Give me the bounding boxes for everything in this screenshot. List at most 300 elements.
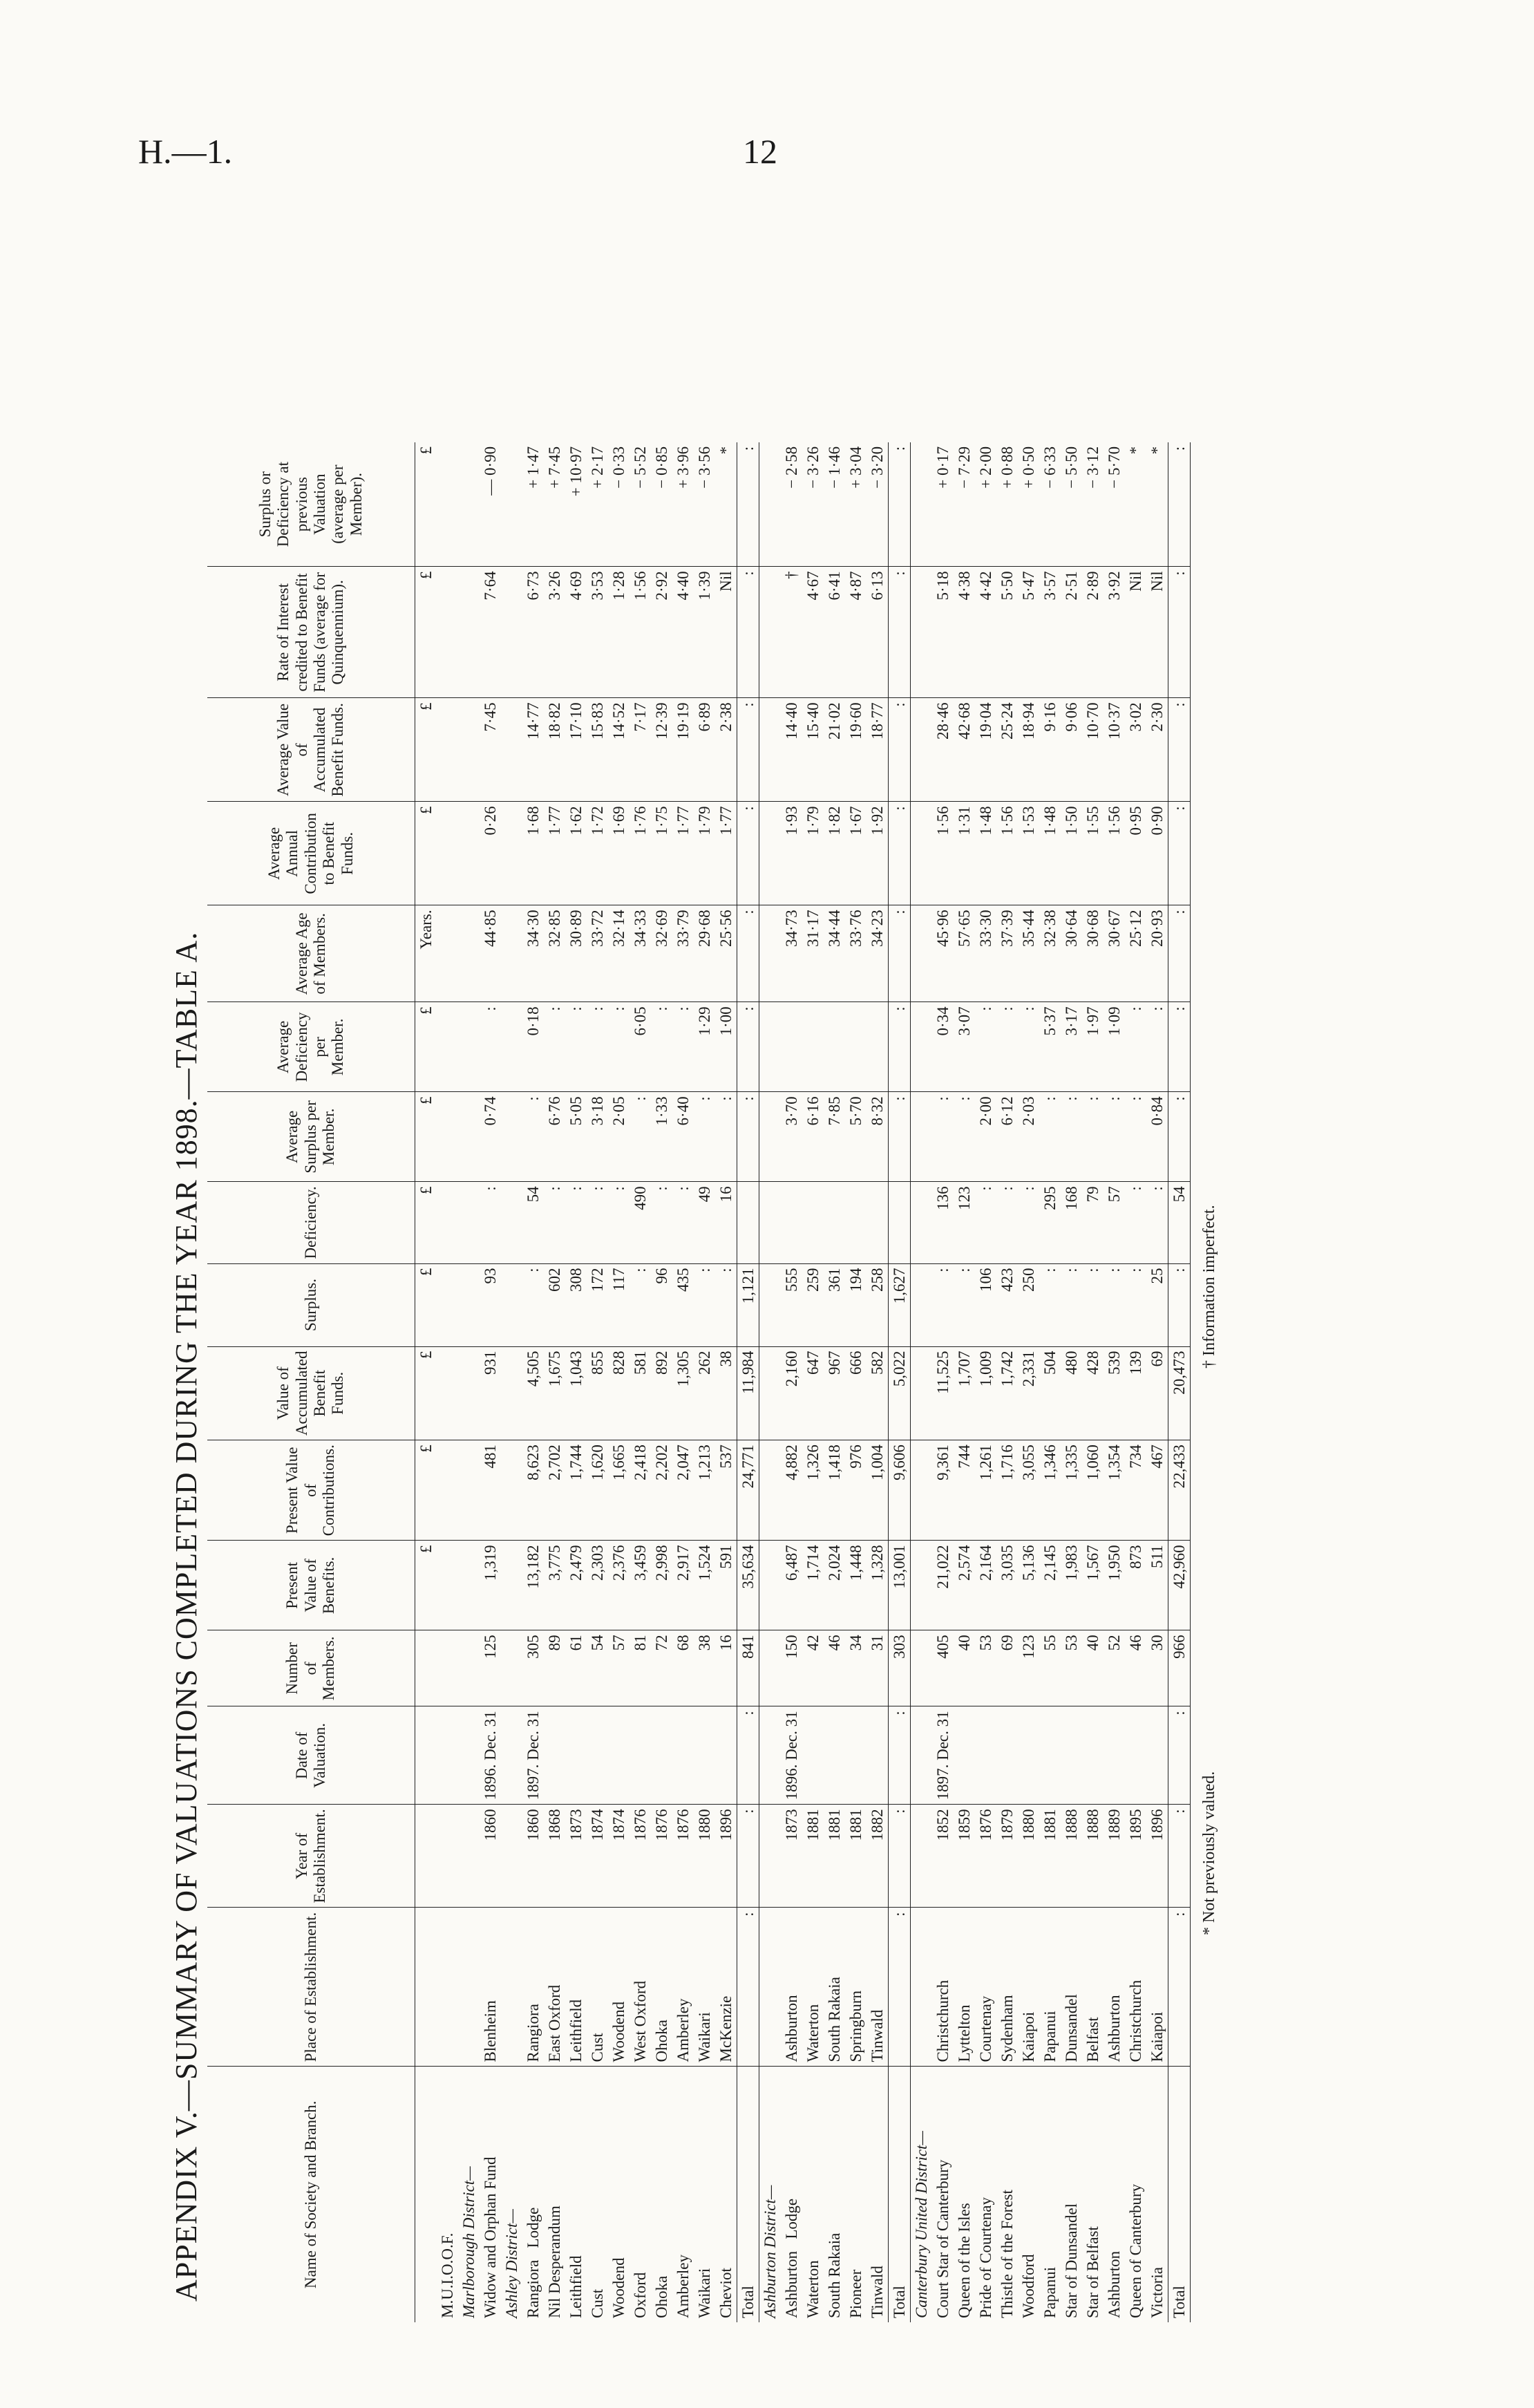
- column-header: Year of Establishment.: [207, 1805, 415, 1908]
- unit-label: £: [415, 1541, 437, 1630]
- table-cell: 2·89: [1082, 567, 1104, 698]
- table-cell: Ashburton: [1104, 2067, 1125, 2322]
- section-heading-row: [458, 442, 480, 2322]
- total-cell: :: [1168, 1092, 1191, 1182]
- empty-cell: [458, 1805, 480, 1908]
- table-cell: Amberley: [672, 1908, 694, 2067]
- total-cell: 303: [889, 1630, 911, 1706]
- empty-cell: [437, 1706, 458, 1805]
- table-cell: 1876: [975, 1805, 996, 1908]
- table-row: [1018, 442, 1039, 2322]
- table-cell: 12·39: [651, 698, 672, 802]
- empty-cell: [759, 1706, 781, 1805]
- table-cell: Rangiora Lodge: [522, 2067, 544, 2322]
- table-cell: 1,714: [802, 1541, 824, 1630]
- empty-cell: [458, 1440, 480, 1541]
- table-cell: :: [996, 1182, 1018, 1263]
- table-cell: :: [651, 1002, 672, 1092]
- table-cell: − 5·70: [1106, 446, 1123, 489]
- table-cell: 5·18: [932, 567, 954, 698]
- table-cell: Thistle of the Forest: [996, 2067, 1018, 2322]
- table-cell: 49: [694, 1182, 715, 1263]
- table-cell: 480: [1061, 1346, 1082, 1440]
- table-cell: :: [1146, 1182, 1168, 1263]
- table-cell: 96: [651, 1263, 672, 1346]
- table-cell: 106: [975, 1263, 996, 1346]
- table-cell: Cheviot: [715, 2067, 737, 2322]
- total-cell: :: [737, 567, 759, 698]
- table-cell: 2,376: [608, 1541, 629, 1630]
- empty-cell: [437, 1346, 458, 1440]
- empty-cell: [759, 1541, 781, 1630]
- table-cell: 33·76: [845, 905, 867, 1002]
- table-cell: :: [715, 1092, 737, 1182]
- empty-cell: [759, 1002, 781, 1092]
- table-cell: + 3·04: [847, 446, 864, 489]
- table-cell: 123: [954, 1182, 975, 1263]
- table-cell: 34·23: [867, 905, 888, 1002]
- table-cell: Woodend: [608, 1908, 629, 2067]
- table-cell: :: [1039, 1263, 1061, 1346]
- table-cell: :: [522, 1263, 544, 1346]
- total-cell: :: [737, 1706, 759, 1805]
- table-cell: 2,047: [672, 1440, 694, 1541]
- table-cell: − 3·12: [1084, 446, 1101, 489]
- table-cell: 3·17: [1061, 1002, 1082, 1092]
- table-cell: 1·48: [975, 802, 996, 905]
- table-cell: 1·97: [1082, 1002, 1104, 1092]
- table-cell: 2,331: [1018, 1346, 1039, 1440]
- table-cell: 3·53: [587, 567, 608, 698]
- empty-cell: [759, 1263, 781, 1346]
- table-cell: 5,136: [1018, 1541, 1039, 1630]
- table-cell: 5·70: [845, 1092, 867, 1182]
- table-row: [954, 442, 975, 2322]
- table-cell: + 0·88: [998, 446, 1016, 489]
- total-cell: :: [1168, 442, 1191, 567]
- empty-cell: [759, 567, 781, 698]
- table-cell: 262: [694, 1346, 715, 1440]
- table-cell: Nil Desperandum: [544, 2067, 565, 2322]
- table-row: [1104, 442, 1125, 2322]
- total-cell: :: [889, 442, 911, 567]
- table-row: [629, 442, 651, 2322]
- table-cell: 14·52: [608, 698, 629, 802]
- unit-label: [415, 1908, 437, 2067]
- table-cell: 2,418: [629, 1440, 651, 1541]
- total-cell: :: [1168, 1805, 1191, 1908]
- table-cell: :: [587, 1002, 608, 1092]
- table-cell: Cust: [587, 2067, 608, 2322]
- table-cell: McKenzie: [715, 1908, 737, 2067]
- column-header: Average Surplus per Member.: [207, 1092, 415, 1182]
- table-cell: 976: [845, 1440, 867, 1541]
- table-cell: 1,983: [1061, 1541, 1082, 1630]
- table-cell: 25·24: [996, 698, 1018, 802]
- table-cell: 1852: [932, 1805, 954, 1908]
- table-cell: 2·51: [1061, 567, 1082, 698]
- table-cell: − 3·26: [804, 446, 822, 489]
- table-cell: 467: [1146, 1440, 1168, 1541]
- table-row: [781, 442, 802, 2322]
- table-cell: 4·87: [845, 567, 867, 698]
- total-cell: :: [737, 1805, 759, 1908]
- empty-cell: [458, 1182, 480, 1263]
- table-cell: 1,328: [867, 1541, 888, 1630]
- table-cell: Papanui: [1039, 1908, 1061, 2067]
- table-cell: [1061, 1706, 1082, 1805]
- empty-cell: [759, 1908, 781, 2067]
- table-cell: 16: [715, 1630, 737, 1706]
- table-cell: 34·30: [522, 905, 544, 1002]
- table-cell: :: [608, 1182, 629, 1263]
- empty-cell: [501, 1002, 522, 1092]
- empty-cell: [458, 1002, 480, 1092]
- table-cell: Star of Dunsandel: [1061, 2067, 1082, 2322]
- total-cell: 24,771: [737, 1440, 759, 1541]
- table-cell: − 3·56: [696, 446, 713, 489]
- table-cell: 581: [629, 1346, 651, 1440]
- total-cell: 841: [737, 1630, 759, 1706]
- column-header: Place of Establishment.: [207, 1908, 415, 2067]
- table-cell: 150: [781, 1630, 802, 1706]
- table-cell: 172: [587, 1263, 608, 1346]
- column-header: Present Value of Benefits.: [207, 1541, 415, 1630]
- table-cell: 20·93: [1146, 905, 1168, 1002]
- table-cell: 2,145: [1039, 1541, 1061, 1630]
- empty-cell: [458, 1541, 480, 1630]
- table-row: [975, 442, 996, 2322]
- table-cell: [1082, 1706, 1104, 1805]
- table-cell: 1,707: [954, 1346, 975, 1440]
- table-cell: 34: [845, 1630, 867, 1706]
- table-cell: − 2·58: [783, 446, 800, 489]
- total-cell: :: [1168, 905, 1191, 1002]
- table-cell: 1·56: [1104, 802, 1125, 905]
- table-cell: 1·77: [544, 802, 565, 905]
- table-cell: 2,574: [954, 1541, 975, 1630]
- table-cell: 33·72: [587, 905, 608, 1002]
- empty-cell: [501, 1263, 522, 1346]
- table-cell: 123: [1018, 1630, 1039, 1706]
- table-cell: 1·79: [802, 802, 824, 905]
- table-cell: :: [1125, 1092, 1146, 1182]
- table-cell: East Oxford: [544, 1908, 565, 2067]
- table-row: [824, 442, 845, 2322]
- table-cell: 2,917: [672, 1541, 694, 1630]
- empty-cell: [501, 1346, 522, 1440]
- total-cell: 11,984: [737, 1346, 759, 1440]
- column-header: Average Value of Accumulated Benefit Funds.: [207, 698, 415, 802]
- table-cell: 54: [522, 1182, 544, 1263]
- table-row: [608, 442, 629, 2322]
- table-cell: 0·74: [480, 1092, 501, 1182]
- table-cell: 931: [480, 1346, 501, 1440]
- table-cell: 504: [1039, 1346, 1061, 1440]
- page-number: 12: [743, 132, 777, 171]
- section-heading-row: [501, 442, 522, 2322]
- empty-cell: [911, 1182, 932, 1263]
- society-name: M.U.I.O.O.F.: [437, 2067, 458, 2322]
- table-cell: 591: [715, 1541, 737, 1630]
- table-cell: :: [1061, 1263, 1082, 1346]
- table-cell: [1018, 1706, 1039, 1805]
- table-cell: 194: [845, 1263, 867, 1346]
- table-cell: :: [694, 1092, 715, 1182]
- table-cell: 2·05: [608, 1092, 629, 1182]
- table-cell: [694, 1706, 715, 1805]
- table-cell: Tinwald: [867, 1908, 888, 2067]
- empty-cell: [759, 1440, 781, 1541]
- table-cell: :: [1061, 1092, 1082, 1182]
- table-cell: [867, 1002, 888, 1092]
- table-cell: Victoria: [1146, 2067, 1168, 2322]
- empty-cell: [501, 802, 522, 905]
- table-cell: 30·89: [565, 905, 587, 1002]
- table-cell: 31·17: [802, 905, 824, 1002]
- table-cell: [996, 1706, 1018, 1805]
- table-cell: Waterton: [802, 1908, 824, 2067]
- table-cell: 28·46: [932, 698, 954, 802]
- table-cell: 7·45: [480, 698, 501, 802]
- table-cell: 0·95: [1125, 802, 1146, 905]
- table-cell: Ashburton: [781, 1908, 802, 2067]
- table-cell: 1,060: [1082, 1440, 1104, 1541]
- unit-label: £: [415, 1092, 437, 1182]
- table-cell: 57: [608, 1630, 629, 1706]
- table-row: [672, 442, 694, 2322]
- table-cell: [845, 1182, 867, 1263]
- empty-cell: [911, 802, 932, 905]
- table-cell: Christchurch: [932, 1908, 954, 2067]
- table-cell: − 5·52: [632, 446, 649, 489]
- table-cell: 2,160: [781, 1346, 802, 1440]
- table-cell: 435: [672, 1263, 694, 1346]
- table-cell: 1897. Dec. 31: [932, 1706, 954, 1805]
- table-cell: 537: [715, 1440, 737, 1541]
- table-cell: 14·77: [522, 698, 544, 802]
- table-cell: 2,702: [544, 1440, 565, 1541]
- table-cell: 1·93: [781, 802, 802, 905]
- table-cell: 2,479: [565, 1541, 587, 1630]
- section-heading-row: [759, 442, 781, 2322]
- table-cell: 1,675: [544, 1346, 565, 1440]
- table-cell: :: [1104, 1092, 1125, 1182]
- total-cell: :: [889, 905, 911, 1002]
- empty-cell: [458, 1908, 480, 2067]
- table-cell: 1·92: [867, 802, 888, 905]
- table-cell: 481: [480, 1440, 501, 1541]
- table-cell: 602: [544, 1263, 565, 1346]
- empty-cell: [458, 905, 480, 1002]
- table-cell: 1·75: [651, 802, 672, 905]
- table-cell: 19·60: [845, 698, 867, 802]
- table-cell: 734: [1125, 1440, 1146, 1541]
- table-cell: Cust: [587, 1908, 608, 2067]
- table-cell: 53: [1061, 1630, 1082, 1706]
- table-cell: Waikari: [694, 2067, 715, 2322]
- table-cell: 3·18: [587, 1092, 608, 1182]
- society-row: [437, 442, 458, 2322]
- table-cell: 5·47: [1018, 567, 1039, 698]
- table-cell: 1,009: [975, 1346, 996, 1440]
- table-cell: 79: [1082, 1182, 1104, 1263]
- table-cell: 5·50: [996, 567, 1018, 698]
- table-cell: :: [1018, 1002, 1039, 1092]
- total-row: [1168, 442, 1191, 2322]
- total-cell: :: [889, 1092, 911, 1182]
- table-cell: 3·57: [1039, 567, 1061, 698]
- table-cell: 46: [824, 1630, 845, 1706]
- table-cell: Queen of the Isles: [954, 2067, 975, 2322]
- total-cell: 1,627: [889, 1263, 911, 1346]
- empty-cell: [911, 1630, 932, 1706]
- table-cell: 53: [975, 1630, 996, 1706]
- table-cell: 1·53: [1018, 802, 1039, 905]
- table-cell: [1104, 1706, 1125, 1805]
- empty-cell: [458, 1630, 480, 1706]
- table-cell: 125: [480, 1630, 501, 1706]
- table-cell: 25: [1146, 1263, 1168, 1346]
- table-cell: [802, 1002, 824, 1092]
- table-cell: Waikari: [694, 1908, 715, 2067]
- empty-cell: [759, 442, 781, 567]
- empty-cell: [759, 1182, 781, 1263]
- table-cell: 744: [954, 1440, 975, 1541]
- empty-cell: [911, 1908, 932, 2067]
- table-cell: Oxford: [629, 2067, 651, 2322]
- table-cell: 1873: [781, 1805, 802, 1908]
- table-cell: 361: [824, 1263, 845, 1346]
- table-cell: Pioneer: [845, 2067, 867, 2322]
- table-cell: :: [715, 1263, 737, 1346]
- table-cell: 4,505: [522, 1346, 544, 1440]
- empty-cell: [501, 1440, 522, 1541]
- table-cell: Court Star of Canterbury: [932, 2067, 954, 2322]
- table-cell: − 7·29: [956, 446, 973, 489]
- table-cell: :: [1039, 1092, 1061, 1182]
- unit-label: £: [417, 446, 435, 455]
- table-cell: 8·32: [867, 1092, 888, 1182]
- table-cell: 511: [1146, 1541, 1168, 1630]
- table-cell: 0·34: [932, 1002, 954, 1092]
- table-cell: 1·56: [932, 802, 954, 905]
- table-cell: 44·85: [480, 905, 501, 1002]
- empty-cell: [458, 1706, 480, 1805]
- table-cell: 295: [1039, 1182, 1061, 1263]
- table-row: [867, 442, 888, 2322]
- table-cell: 69: [996, 1630, 1018, 1706]
- table-row: [1125, 442, 1146, 2322]
- empty-cell: [501, 698, 522, 802]
- table-cell: 18·94: [1018, 698, 1039, 802]
- column-header: Surplus or Deficiency at previous Valuation (average per Member).: [207, 442, 415, 567]
- table-cell: 6·76: [544, 1092, 565, 1182]
- empty-cell: [437, 1182, 458, 1263]
- table-cell: 1,305: [672, 1346, 694, 1440]
- table-cell: :: [1125, 1182, 1146, 1263]
- table-cell: 8,623: [522, 1440, 544, 1541]
- table-cell: Star of Belfast: [1082, 2067, 1104, 2322]
- empty-cell: [759, 1346, 781, 1440]
- unit-label: [415, 2067, 437, 2322]
- unit-label: £: [415, 567, 437, 698]
- table-cell: [975, 1706, 996, 1805]
- table-cell: 21·02: [824, 698, 845, 802]
- table-cell: 30: [1146, 1630, 1168, 1706]
- table-cell: 10·37: [1104, 698, 1125, 802]
- table-cell: 32·14: [608, 905, 629, 1002]
- table-cell: 4·67: [802, 567, 824, 698]
- empty-cell: [911, 1805, 932, 1908]
- table-cell: 1,354: [1104, 1440, 1125, 1541]
- empty-cell: [437, 1002, 458, 1092]
- table-cell: Widow and Orphan Fund: [480, 2067, 501, 2322]
- table-cell: [1146, 1706, 1168, 1805]
- empty-cell: [437, 1908, 458, 2067]
- section-heading: Marlborough District—: [458, 2067, 480, 2322]
- table-cell: 1896: [715, 1805, 737, 1908]
- table-cell: 30·67: [1104, 905, 1125, 1002]
- table-cell: 1876: [672, 1805, 694, 1908]
- empty-cell: [437, 1092, 458, 1182]
- table-cell: 46: [1125, 1630, 1146, 1706]
- table-cell: 1·29: [694, 1002, 715, 1092]
- empty-cell: [759, 1805, 781, 1908]
- table-cell: [802, 1182, 824, 1263]
- section-heading: Canterbury United District—: [911, 2067, 932, 2322]
- table-cell: − 0·33: [610, 446, 627, 489]
- table-cell: 1,620: [587, 1440, 608, 1541]
- rotated-table-region: [166, 194, 1313, 2322]
- table-row: [522, 442, 544, 2322]
- table-cell: 250: [1018, 1263, 1039, 1346]
- total-cell: :: [1168, 698, 1191, 802]
- table-row: [1061, 442, 1082, 2322]
- table-cell: Belfast: [1082, 1908, 1104, 2067]
- table-cell: Christchurch: [1125, 1908, 1146, 2067]
- table-cell: 1,567: [1082, 1541, 1104, 1630]
- table-cell: 3·70: [781, 1092, 802, 1182]
- table-cell: 25·12: [1125, 905, 1146, 1002]
- table-cell: 1·55: [1082, 802, 1104, 905]
- empty-cell: [437, 1805, 458, 1908]
- total-cell: :: [889, 698, 911, 802]
- table-cell: 2,998: [651, 1541, 672, 1630]
- table-cell: 16: [715, 1182, 737, 1263]
- total-cell: 966: [1168, 1630, 1191, 1706]
- table-cell: :: [565, 1182, 587, 1263]
- table-cell: 6·05: [629, 1002, 651, 1092]
- table-cell: 18·77: [867, 698, 888, 802]
- empty-cell: [911, 698, 932, 802]
- unit-label: [415, 1805, 437, 1908]
- table-cell: :: [629, 1263, 651, 1346]
- table-cell: 34·73: [781, 905, 802, 1002]
- table-cell: 828: [608, 1346, 629, 1440]
- table-row: [651, 442, 672, 2322]
- table-cell: 892: [651, 1346, 672, 1440]
- table-cell: 490: [629, 1182, 651, 1263]
- table-cell: 259: [802, 1263, 824, 1346]
- table-cell: + 2·17: [589, 446, 606, 489]
- table-row: [587, 442, 608, 2322]
- table-cell: 1876: [629, 1805, 651, 1908]
- table-row: [565, 442, 587, 2322]
- table-cell: 428: [1082, 1346, 1104, 1440]
- empty-cell: [911, 905, 932, 1002]
- table-cell: 6·73: [522, 567, 544, 698]
